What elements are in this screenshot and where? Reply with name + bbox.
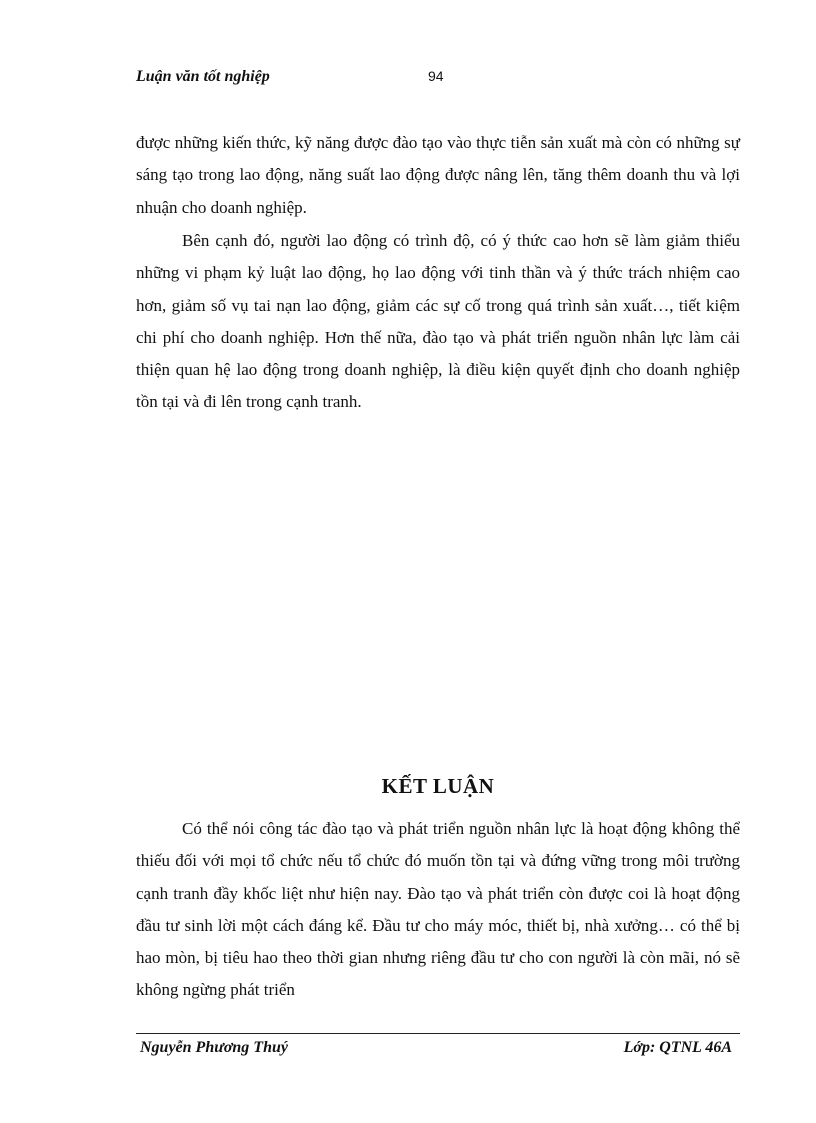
conclusion-paragraph-1: Có thể nói công tác đào tạo và phát triển nguồn nhân lực là hoạt động không thể thiếu đối với mọi tổ chức nếu tổ chức đó muốn tồn tại và đứng vững trong môi trường cạnh tranh đầy khốc liệt như hiện nay. Đào tạo và phát triển còn được coi là hoạt động đầu tư sinh lời một cách đáng kể. Đầu tư cho máy móc, thiết bị, nhà xưởng… có thể bị hao mòn, bị tiêu hao theo thời gian nhưng riêng đầu tư cho con người là còn mãi, nó sẽ không ngừng phát triển xyxy=(136,819,740,1000)
conclusion-heading: KẾT LUẬN xyxy=(381,774,495,798)
footer-author: Nguyễn Phương Thuý xyxy=(140,1039,288,1056)
page-number: 94 xyxy=(428,68,444,84)
footer-divider xyxy=(136,1033,740,1034)
conclusion-paragraph-block xyxy=(136,813,740,1007)
page-footer xyxy=(136,1037,740,1061)
page-header xyxy=(136,66,740,92)
header-title: Luận văn tốt nghiệp xyxy=(136,68,270,85)
body-paragraph-1: được những kiến thức, kỹ năng được đào tạo vào thực tiễn sản xuất mà còn có những sự sáng tạo trong lao động, năng suất lao động được nâng lên, tăng thêm doanh thu và lợi nhuận cho doanh nghiệp. xyxy=(136,133,740,217)
body-paragraph-1-block xyxy=(136,127,740,224)
body-paragraph-2-block xyxy=(136,225,740,419)
body-paragraph-2: Bên cạnh đó, người lao động có trình độ, có ý thức cao hơn sẽ làm giảm thiểu những vi phạm kỷ luật lao động, họ lao động với tinh thần và ý thức trách nhiệm cao hơn, giảm số vụ tai nạn lao động, giảm các sự cố trong quá trình sản xuất…, tiết kiệm chi phí cho doanh nghiệp. Hơn thế nữa, đào tạo và phát triển nguồn nhân lực làm cải thiện quan hệ lao động trong doanh nghiệp, là điều kiện quyết định cho doanh nghiệp tồn tại và đi lên trong cạnh tranh. xyxy=(136,231,740,412)
footer-class: Lớp: QTNL 46A xyxy=(623,1039,732,1056)
